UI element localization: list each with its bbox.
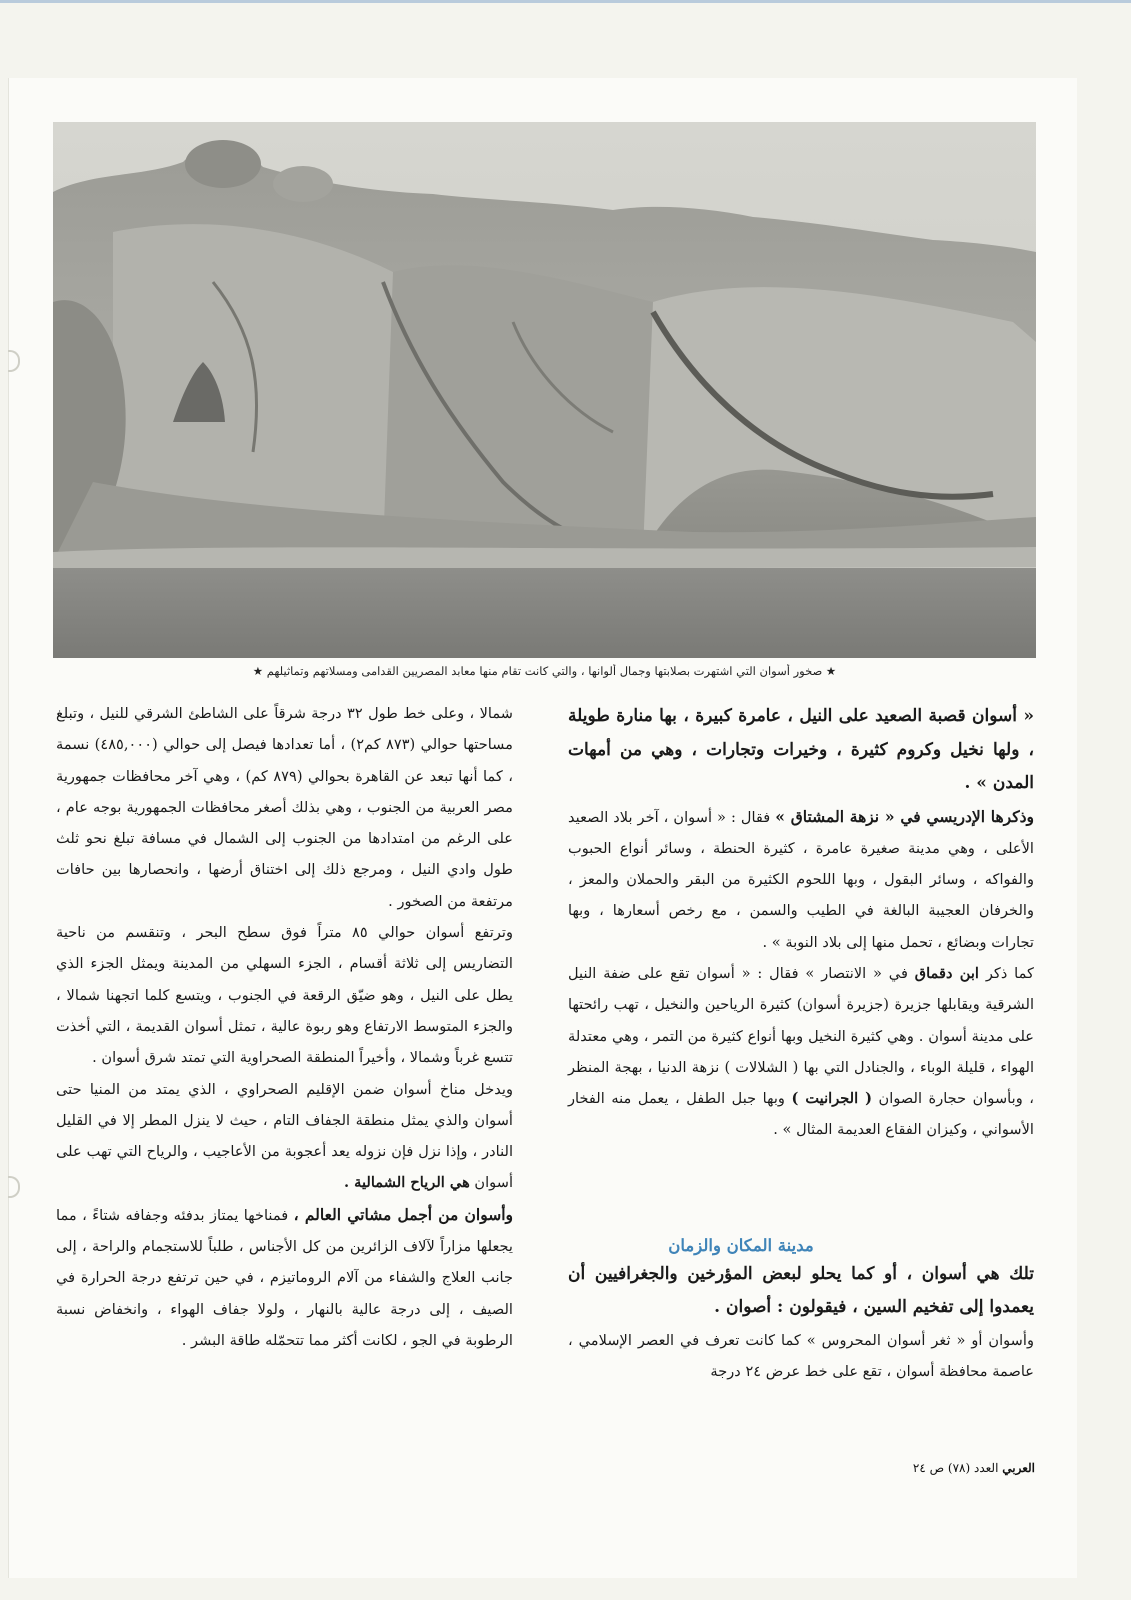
idrisi-paragraph [568, 801, 1034, 958]
ibn-duqmaq-text: في « الانتصار » فقال : « أسوان تقع على ضفة النيل الشرقية ويقابلها جزيرة (جزيرة أسوان) كثيرة الرياحين والنخيل ، تهب رائحتها على مدينة أسوان . وهي كثيرة النخيل وبها أنواع كثيرة من التمر ، وهي معتدلة الهواء ، قليلة الوباء ، والجنادل التي بها ( الشلالات ) نزهة الدنيا ، بهجة المنظر ، وبأسوان حجارة الصوان [568, 964, 1034, 1108]
ibn-duqmaq-name: ابن دقماق [914, 964, 979, 982]
climate-winds: هي الرياح الشمالية . [344, 1174, 470, 1192]
climate-text: ويدخل مناخ أسوان ضمن الإقليم الصحراوي ، الذي يمتد من المنيا حتى أسوان والذي يمثل منطقة الجفاف التام ، حيث لا ينزل المطر إلا في القليل النادر ، وإذا نزل فإن نزوله يعد أعجوبة من الأعاجيب ، والرياح التي تهب على أسوان [56, 1080, 513, 1192]
ibn-duqmaq-before: كما ذكر [978, 964, 1034, 982]
page-footer [830, 1461, 1035, 1483]
section-gap [568, 1146, 1034, 1234]
photo-caption: ★ صخور أسوان التي اشتهرت بصلابتها وجمال ألوانها ، والتي كانت تقام منها معابد المصريين القدامى ومسلاتهم وتماثيلهم ★ [252, 664, 837, 678]
section-text: وأسوان أو « ثغر أسوان المحروس » كما كانت تعرف في العصر الإسلامي ، عاصمة محافظة أسوان ، تقع على خط عرض ٢٤ درجة [568, 1331, 1034, 1381]
section-lead: تلك هي أسوان ، أو كما يحلو لبعض المؤرخين والجغرافيين أن يعمدوا إلى تفخيم السين ، فيقولون : أصوان . [568, 1263, 1034, 1318]
issue-number: العدد (٧٨) ص ٢٤ [912, 1461, 999, 1475]
geography-paragraph: شمالا ، وعلى خط طول ٣٢ درجة شرقاً على الشاطئ الشرقي للنيل ، وتبلغ مساحتها حوالي (٨٧٣ كم٢) ، أما تعدادها فيصل إلى حوالي (٤٨٥,٠٠٠) نسمة ، كما أنها تبعد عن القاهرة بحوالي (٨٧٩ كم) ، وهي آخر محافظات جمهورية مصر العربية من الجنوب ، وهي بذلك أصغر محافظات الجمهورية بوجه عام ، على الرغم من امتدادها من الجنوب إلى الشمال في مسافة تبلغ نحو ثلث طول وادي النيل ، ومرجع ذلك إلى اختناق أرضها ، وانحصارها بين حافات مرتفعة من الصخور . [56, 705, 513, 910]
aswan-rocks-photo [53, 122, 1036, 658]
section-heading: مدينة المكان والزمان [668, 1235, 814, 1255]
magazine-name: العربي [1002, 1461, 1035, 1475]
ibn-duqmaq-end: وبها جبل الطفل ، يعمل منه الفخار الأسواني ، وكيزان الفقاع العديمة المثال » . [568, 1090, 1034, 1139]
winter-resort-text: فمناخها يمتاز بدفئه وجفافه شتاءً ، مما يجعلها مزاراً لآلاف الزائرين من كل الأجناس ، طلباً للاستجمام والراحة ، إلى جانب العلاج والشفاء من آلام الروماتيزم ، في حين ترتفع درجة الحرارة في الصيف ، إلى درجة عالية بالنهار ، ولولا جفاف الهواء ، وانخفاض نسبة الرطوبة في الجو ، لكانت أكثر مما تتحمّله طاقة البشر . [56, 1206, 513, 1349]
topography-paragraph: وترتفع أسوان حوالي ٨٥ متراً فوق سطح البحر ، وتنقسم من ناحية التضاريس إلى ثلاثة أقسام ، الجزء السهلي من المدينة ويمثل الجزء الذي يطل على النيل ، وهو ضيّق الرقعة في الجنوب ، ويتسع كلما اتجهنا شمالا ، والجزء المتوسط الارتفاع وهو ربوة عالية ، تمثل أسوان القديمة ، التي أخذت تتسع غرباً وشمالا ، وأخيراً المنطقة الصحراوية التي تمتد شرق أسوان . [56, 924, 513, 1067]
ibn-duqmaq-paragraph [568, 958, 1034, 1146]
granite-term: ( الجرانيت ) [791, 1090, 873, 1108]
winter-resort-intro: وأسوان من أجمل مشاتي العالم ، [293, 1204, 513, 1224]
lead-quote: « أسوان قصبة الصعيد على النيل ، عامرة كبيرة ، بها منارة طويلة ، ولها نخيل وكروم كثيرة ، وخيرات وتجارات ، وهي من أمهات المدن » . [568, 706, 1034, 793]
left-column [56, 698, 513, 1356]
top-rule [0, 0, 1131, 3]
idrisi-intro: وذكرها الإدريسي في « نزهة المشتاق » [775, 806, 1035, 826]
right-column [568, 700, 1034, 1387]
climate-paragraph [56, 1074, 513, 1199]
idrisi-text: فقال : « أسوان ، آخر بلاد الصعيد الأعلى ، وهي مدينة صغيرة عامرة ، كثيرة الحنطة ، وسائر أنواع الحبوب والفواكه ، وسائر البقول ، وبها اللحوم الكثيرة من البقر والحملان والمعز ، والخرفان العجيبة البالغة في الطيب والسمن ، مع رخص أسعارها ، وبها تجارات وبضائع ، تحمل منها إلى بلاد النوبة » . [568, 808, 1034, 951]
winter-resort-paragraph [56, 1199, 513, 1356]
